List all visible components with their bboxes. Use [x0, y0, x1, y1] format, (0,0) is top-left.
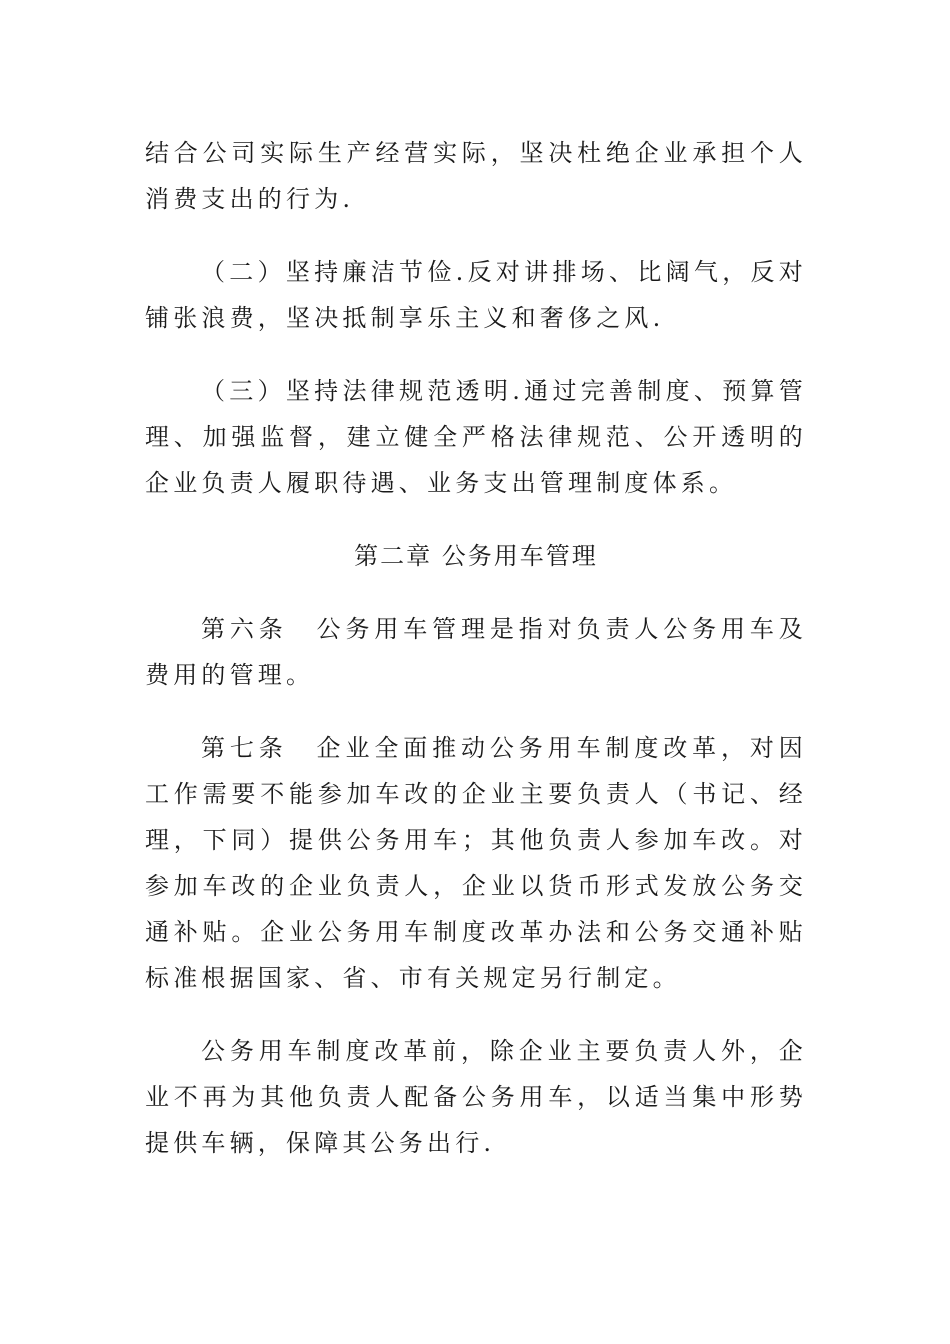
paragraph-continuation: 结合公司实际生产经营实际，坚决杜绝企业承担个人消费支出的行为. — [145, 139, 807, 213]
article-6: 第六条 公务用车管理是指对负责人公务用车及费用的管理。 — [145, 615, 807, 689]
article-7-supplement: 公务用车制度改革前，除企业主要负责人外，企业不再为其他负责人配备公务用车，以适当集中形势提供车辆，保障其公务出行. — [145, 1037, 807, 1157]
paragraph-item-3: （三）坚持法律规范透明.通过完善制度、预算管理、加强监督，建立健全严格法律规范、公开透明的企业负责人履职待遇、业务支出管理制度体系。 — [145, 377, 807, 497]
document-body — [145, 130, 807, 1193]
paragraph-item-2: （二）坚持廉洁节俭.反对讲排场、比阔气，反对铺张浪费，坚决抵制享乐主义和奢侈之风. — [145, 258, 807, 332]
chapter-title: 第二章 公务用车管理 — [354, 542, 598, 570]
article-7: 第七条 企业全面推动公务用车制度改革，对因工作需要不能参加车改的企业主要负责人（书记、经理，下同）提供公务用车；其他负责人参加车改。对参加车改的企业负责人，企业以货币形式发放公务交通补贴。企业公务用车制度改革办法和公务交通补贴标准根据国家、省、市有关规定另行制定。 — [145, 734, 807, 992]
